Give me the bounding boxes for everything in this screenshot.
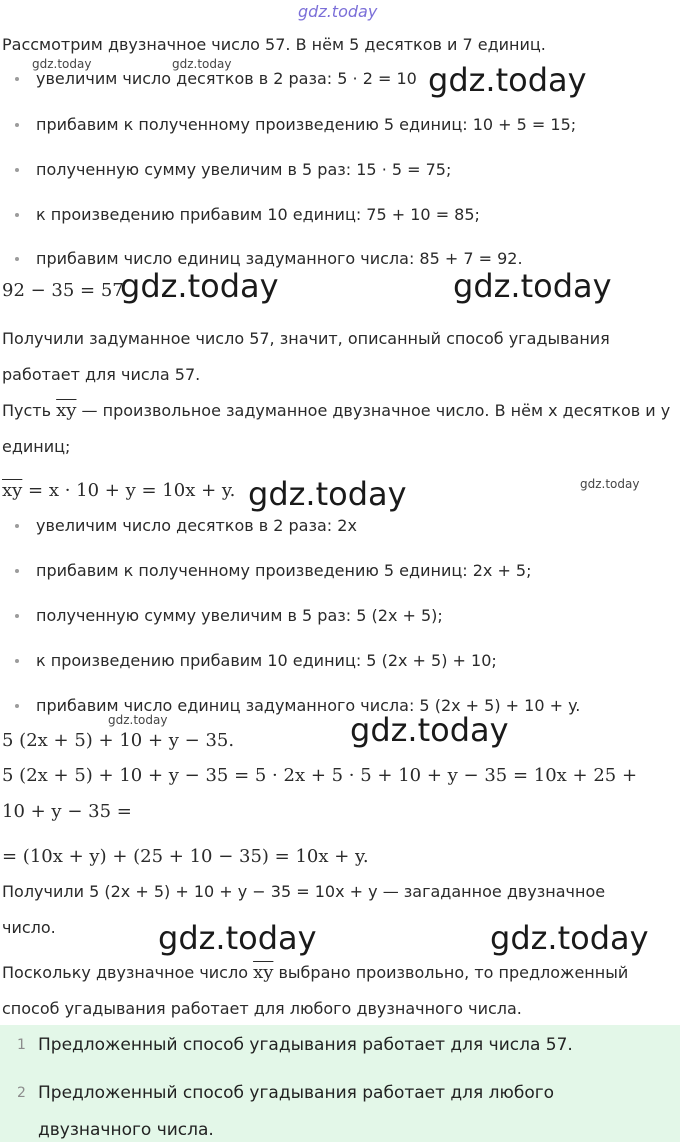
intro-line: Рассмотрим двузначное число 57. В нём 5 десятков и 7 единиц.	[2, 35, 546, 54]
watermark-big: gdz.today	[428, 61, 587, 99]
text-line: работает для числа 57.	[2, 365, 201, 384]
watermark-small: gdz.today	[32, 57, 92, 71]
answer-text: Предложенный способ угадывания работает для числа 57.	[38, 1035, 573, 1055]
equation-line	[2, 480, 235, 502]
bullet-dot	[15, 123, 19, 127]
list-item	[18, 605, 443, 627]
bullet-dot	[15, 569, 19, 573]
watermark-top: gdz.today	[298, 2, 378, 21]
list-item	[18, 248, 523, 270]
watermark-small: gdz.today	[108, 713, 168, 727]
equation-line: 10 + y − 35 =	[2, 801, 132, 822]
list-item	[18, 560, 532, 582]
watermark-big: gdz.today	[453, 267, 612, 305]
overline-number: $\overline{xy}$	[2, 480, 23, 501]
text-segment: Пусть	[2, 401, 57, 420]
watermark-small: gdz.today	[172, 57, 232, 71]
answer-box	[0, 1025, 680, 1142]
text-line: Получили 5 (2x + 5) + 10 + y − 35 = 10x + y — загаданное двузначное	[2, 882, 606, 901]
text-line: число.	[2, 918, 56, 937]
bullet-dot	[15, 257, 19, 261]
text-line: способ угадывания работает для любого двузначного числа.	[2, 999, 522, 1018]
list-item	[18, 68, 417, 90]
list-item	[18, 114, 576, 136]
list-item	[18, 204, 480, 226]
watermark-small: gdz.today	[580, 477, 640, 491]
text-segment: Поскольку двузначное число	[2, 963, 254, 982]
text-line: единиц;	[2, 437, 71, 456]
answer-number: 1	[17, 1037, 26, 1053]
list-item-text: прибавим число единиц задуманного числа: 85 + 7 = 92.	[36, 249, 523, 268]
list-item	[18, 159, 451, 181]
equation-line: = (10x + y) + (25 + 10 − 35) = 10x + y.	[2, 846, 369, 867]
text-line	[2, 962, 628, 984]
list-item-text: увеличим число десятков в 2 раза: 5 · 2 = 10	[36, 69, 417, 88]
text-line	[2, 400, 670, 422]
list-item	[18, 515, 357, 537]
overline-number: $\overline{xy}$	[253, 962, 274, 983]
list-item-text: к произведению прибавим 10 единиц: 75 + 10 = 85;	[36, 205, 480, 224]
watermark-big: gdz.today	[248, 475, 407, 513]
text-segment: = x · 10 + y = 10x + y.	[22, 480, 236, 501]
list-item-text: полученную сумму увеличим в 5 раз: 5 (2x + 5);	[36, 606, 443, 625]
bullet-dot	[15, 168, 19, 172]
text-line: Получили задуманное число 57, значит, описанный способ угадывания	[2, 329, 610, 348]
equation-line: 92 − 35 = 57	[2, 280, 124, 301]
list-item-text: прибавим к полученному произведению 5 единиц: 2x + 5;	[36, 561, 532, 580]
equation-line: 5 (2x + 5) + 10 + y − 35.	[2, 730, 235, 751]
list-item-text: прибавим число единиц задуманного числа: 5 (2x + 5) + 10 + y.	[36, 696, 581, 715]
watermark-big: gdz.today	[490, 919, 649, 957]
bullet-dot	[15, 659, 19, 663]
text-segment: выбрано произвольно, то предложенный	[273, 963, 629, 982]
list-item-text: увеличим число десятков в 2 раза: 2x	[36, 516, 357, 535]
list-item-text: полученную сумму увеличим в 5 раз: 15 · 5 = 75;	[36, 160, 452, 179]
list-item-text: прибавим к полученному произведению 5 единиц: 10 + 5 = 15;	[36, 115, 577, 134]
bullet-dot	[15, 614, 19, 618]
bullet-dot	[15, 77, 19, 81]
answer-text: двузначного числа.	[38, 1120, 214, 1140]
answer-text: Предложенный способ угадывания работает для любого	[38, 1083, 555, 1103]
watermark-big: gdz.today	[350, 711, 509, 749]
watermark-big: gdz.today	[120, 267, 279, 305]
list-item	[18, 650, 497, 672]
list-item	[18, 695, 580, 717]
equation-line: 5 (2x + 5) + 10 + y − 35 = 5 · 2x + 5 · 5 + 10 + y − 35 = 10x + 25 +	[2, 765, 638, 786]
text-segment: — произвольное задуманное двузначное число. В нём x десятков и y	[76, 401, 671, 420]
bullet-dot	[15, 213, 19, 217]
bullet-dot	[15, 704, 19, 708]
watermark-big: gdz.today	[158, 919, 317, 957]
answer-number: 2	[17, 1085, 26, 1101]
list-item-text: к произведению прибавим 10 единиц: 5 (2x + 5) + 10;	[36, 651, 497, 670]
overline-number: $\overline{xy}$	[56, 400, 77, 421]
bullet-dot	[15, 524, 19, 528]
